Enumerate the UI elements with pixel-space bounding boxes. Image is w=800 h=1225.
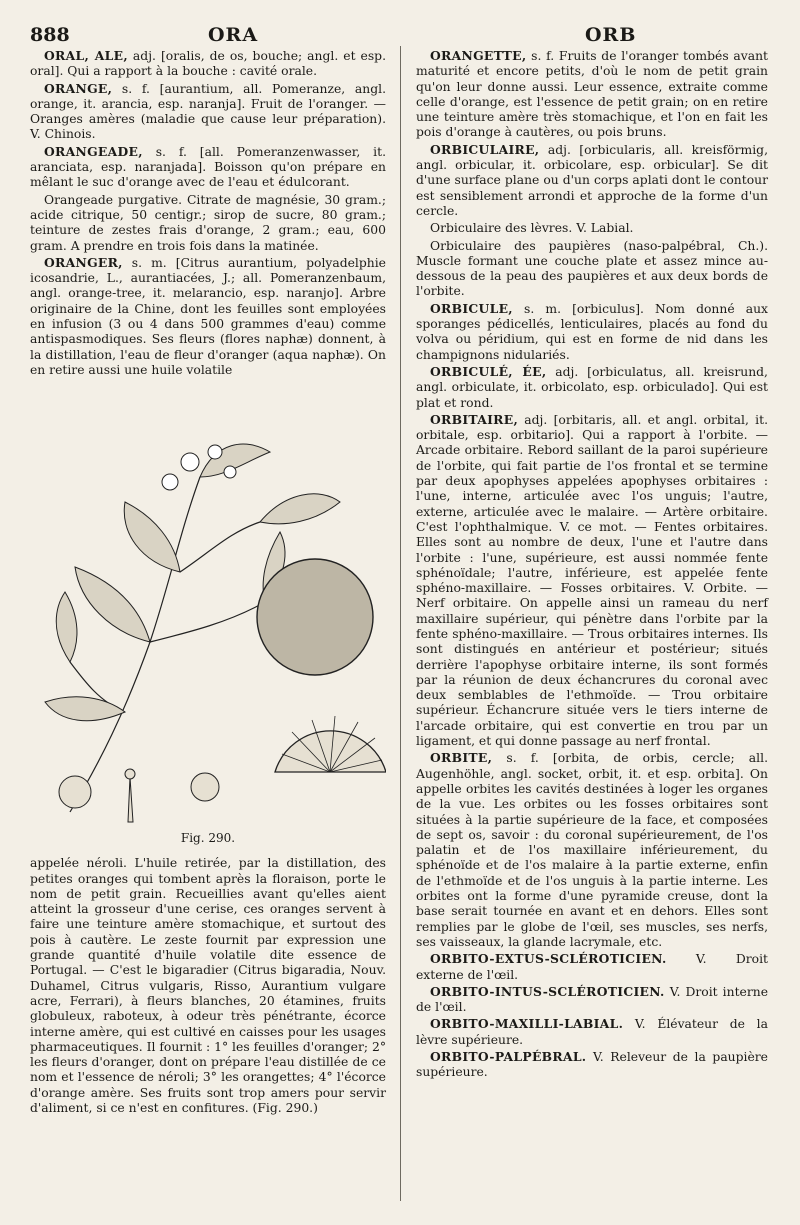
figure-caption: Fig. 290. xyxy=(180,830,236,845)
page-header xyxy=(30,24,778,50)
orange-branch-engraving xyxy=(30,382,386,852)
entry-oral: ORAL, ALE, adj. [oralis, de os, bouche; angl. et esp. oral]. Qui a rapport à la bouche : cavité orale. xyxy=(30,48,386,79)
entry-oranger-continued: appelée néroli. L'huile retirée, par la distillation, des petites oranges qui tombent après la floraison, porte le nom de petit grain. Recueillies avant qu'elles aient atteint la grosseur d'une cerise, ces oranges servent à faire une teinture amère stomachique, et surtout des pois à cautère. Le zeste fournit par expression une grande quantité d'huile volatile dite essence de Portugal. — C'est le bigaradier (Citrus bigaradia, Nouv. Duhamel, Citrus vulgaris, Risso, Aurantium vulgare acre, Ferrari), à fleurs blanches, 20 étamines, fruits globuleux, raboteux, à odeur très pénétrante, écorce interne amère, qui est cultivé en caisses pour les usages pharmaceutiques. Il fournit : 1° les feuilles d'oranger; 2° les fleurs d'oranger, dont on prépare l'eau distillée de ce nom et l'essence de néroli; 3° les orangettes; 4° l'écorce d'orange amère. Ses fruits sont trop amers pour servir d'aliment, si ce n'est en confitures. (Fig. 290.) xyxy=(30,856,386,1115)
entry-orbito-palpebral: ORBITO-PALPÉBRAL. V. Releveur de la paupière supérieure. xyxy=(416,1049,768,1080)
orange-tree-illustration xyxy=(30,382,386,852)
leaf xyxy=(56,592,77,662)
column-divider xyxy=(400,46,401,1201)
whole-orange-fruit xyxy=(257,559,373,675)
open-flower-detail xyxy=(191,773,219,801)
left-column xyxy=(30,48,386,1117)
entry-orbito-intus: ORBITO-INTUS-SCLÉROTICIEN. V. Droit interne de l'œil. xyxy=(416,983,768,1015)
leaf xyxy=(75,567,150,642)
entry-oranger: ORANGER, s. m. [Citrus aurantium, polyadelphie icosandrie, L., aurantiacées, J.; all. Pomeranzenbaum, angl. orange-tree, it. melarancio, esp. naranjo]. Arbre originaire de la Chine, dont les feuilles sont employées en infusion (3 ou 4 dans 500 grammes d'eau) comme antispasmodiques. Ses fleurs (flores naphæ) donnent, à la distillation, l'eau de fleur d'oranger (aqua naphæ). On en retire aussi une huile volatile xyxy=(30,254,386,377)
entry-orbiculaire-paupieres: Orbiculaire des paupières (naso-palpébral, Ch.). Muscle formant une couche plate et assez mince au-dessous de la peau des paupières et aux deux bords de l'orbite. xyxy=(416,238,768,299)
flower xyxy=(208,445,222,459)
pistil-stigma xyxy=(125,769,135,779)
left-running-head: ORA xyxy=(208,24,259,46)
entry-orbiculaire-levres: Orbiculaire des lèvres. V. Labial. xyxy=(430,221,634,236)
right-column xyxy=(416,48,768,1082)
right-running-head: ORB xyxy=(585,24,637,46)
page-number: 888 xyxy=(30,24,70,46)
leaf xyxy=(124,502,180,572)
leaf xyxy=(45,697,125,721)
entry-orange: ORANGE, s. f. [aurantium, all. Pomeranze, angl. orange, it. arancia, esp. naranja]. Fruit de l'oranger. — Oranges amères (maladie que cause leur préparation). V. Chinois. xyxy=(30,80,386,142)
entry-orbicule-ee: ORBICULÉ, ÉE, adj. [orbiculatus, all. kreisrund, angl. orbiculate, it. orbicolato, esp. orbiculado]. Qui est plat et rond. xyxy=(416,363,768,410)
orange-half-section xyxy=(275,716,386,772)
entry-orbito-maxilli-labial: ORBITO-MAXILLI-LABIAL. V. Élévateur de la lèvre supérieure. xyxy=(416,1016,768,1047)
pistil xyxy=(128,777,133,822)
entry-orbicule: ORBICULE, s. m. [orbiculus]. Nom donné aux sporanges pédicellés, lenticulaires, placés au fond du volva ou péridium, qui est en forme de nid dans les champignons nidulariés. xyxy=(416,300,768,362)
leaf xyxy=(260,494,340,524)
ovary-section xyxy=(59,776,91,808)
flower xyxy=(162,474,178,490)
entry-orbite: ORBITE, s. f. [orbita, de orbis, cercle; all. Augenhöhle, angl. socket, orbit, it. et esp. orbita]. On appelle orbites les cavités destinées à loger les organes de la vue. Les orbites ou les fosses orbitaires sont situées à la partie supérieure de la face, et composées de sept os, savoir : du coronal supérieurement, de l'os palatin et de l'os maxillaire inférieurement, du sphénoïde et de l'os malaire à la partie externe, enfin de l'ethmoïde et de l'os unguis à la partie interne. Les orbites ont la forme d'une pyramide creuse, dont la base serait tournée en avant et en dehors. Elles sont remplies par le globe de l'œil, ses muscles, ses nerfs, ses vaisseaux, la glande lacrymale, etc. xyxy=(416,750,768,949)
entry-orbiculaire: ORBICULAIRE, adj. [orbicularis, all. kreisförmig, angl. orbicular, it. orbicolare, esp. orbicular]. Se dit d'une surface plane ou d'un corps aplati dont le contour est sensiblement arrondi et approche de la forme d'un cercle. xyxy=(416,141,768,218)
entry-orangeade: ORANGEADE, s. f. [all. Pomeranzenwasser, it. aranciata, esp. naranjada]. Boisson qu'on prépare en mêlant le suc d'orange avec de l'eau et édulcorant. xyxy=(30,143,386,190)
flower-bud xyxy=(224,466,236,478)
entry-orangette: ORANGETTE, s. f. Fruits de l'oranger tombés avant maturité et encore petits, d'où le nom de petit grain qu'on leur donne aussi. Leur essence, extraite comme celle d'orange, est l'essence de petit grain; on en retire une teinture amère très stomachique, et l'on en fait les pois d'orange à cautères, ou pois bruns. xyxy=(416,48,768,140)
flower xyxy=(181,453,199,471)
entry-orbito-extus: ORBITO-EXTUS-SCLÉROTICIEN. V. Droit externe de l'œil. xyxy=(416,951,768,982)
entry-orangeade-purgative: Orangeade purgative. Citrate de magnésie, 30 gram.; acide citrique, 50 centigr.; sirop de sucre, 80 gram.; teinture de zestes frais d'orange, 2 gram.; eau, 600 gram. A prendre en trois fois dans la matinée. xyxy=(30,192,386,253)
entry-orbitaire: ORBITAIRE, adj. [orbitaris, all. et angl. orbital, it. orbitale, esp. orbitario]. Qui a rapport à l'orbite. — Arcade orbitaire. Rebord saillant de la paroi supérieure de l'orbite, qui fait partie de l'os frontal et se termine par deux apophyses appelées apophyses orbitaires : l'une, interne, articulée avec l'os unguis; l'autre, externe, articulée avec le malaire. — Artère orbitaire. C'est l'ophthalmique. V. ce mot. — Fentes orbitaires. Elles sont au nombre de deux, l'une et l'autre dans l'orbite : l'une, supérieure, est aussi nommée fente sphénoïdale; l'autre, inférieure, est appelée fente sphéno-maxillaire. — Fosses orbitaires. V. Orbite. — Nerf orbitaire. On appelle ainsi un rameau du nerf maxillaire supérieur, qui pénètre dans l'orbite par la fente sphéno-maxillaire. — Trous orbitaires internes. Ils sont distingués en antérieur et postérieur; situés derrière l'apophyse orbitaire interne, ils sont formés par la réunion de deux échancrures du coronal avec deux semblables de l'ethmoïde. — Trou orbitaire supérieur. Échancrure située vers le tiers interne de l'arcade orbitaire, qui est convertie en trou par un ligament, et qui donne passage au nerf frontal. xyxy=(416,411,768,749)
